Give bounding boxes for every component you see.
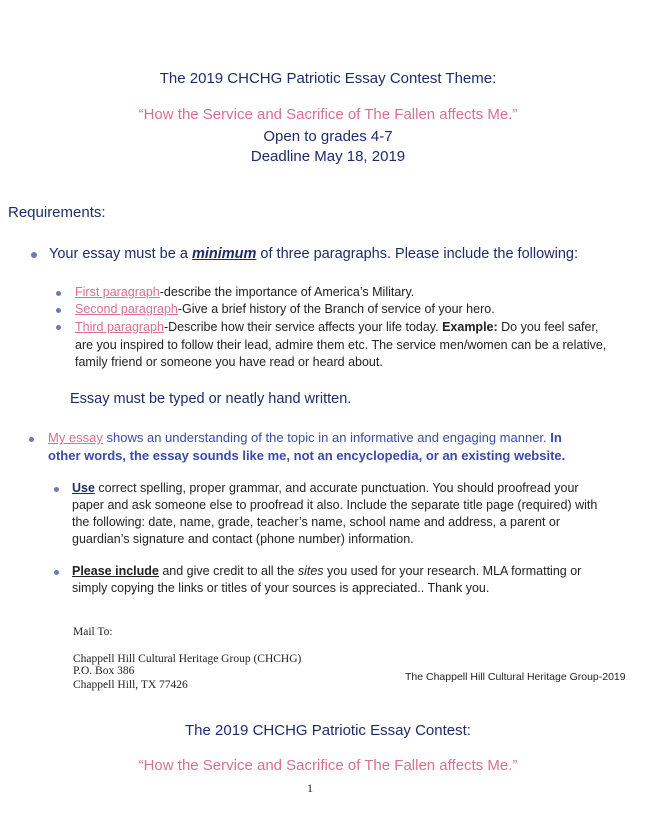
my-essay-line1: My essay shows an understanding of the topic in an informative and engaging manner. In (48, 430, 562, 445)
list-item: Second paragraph-Give a brief history of the Branch of service of your hero. (75, 302, 495, 316)
grades-line: Open to grades 4-7 (263, 128, 393, 145)
requirements-intro: Your essay must be a minimum of three paragraphs. Please include the following: (49, 246, 579, 262)
bullet-icon (54, 570, 59, 575)
theme-quote: “How the Service and Sacrifice of The Fallen affects Me.” (138, 106, 518, 123)
bullet-icon (29, 437, 34, 442)
page-title: The 2019 CHCHG Patriotic Essay Contest Theme: (159, 70, 497, 87)
bullet-icon (54, 487, 59, 492)
list-item: Third paragraph-Describe how their service affects your life today. Example: Do you feel safer, (75, 320, 599, 334)
typed-note: Essay must be typed or neatly hand written. (70, 391, 352, 407)
use-item-line1: Use correct spelling, proper grammar, and accurate punctuation. You should proofread your (72, 481, 579, 495)
list-item-continuation: family friend or someone you have read or heard about. (75, 355, 383, 369)
list-item: First paragraph-describe the importance of America’s Military. (75, 285, 415, 299)
mail-heading: Mail To: (73, 626, 113, 638)
include-item-line1: Please include and give credit to all the sites you used for your research. MLA formatting or (72, 564, 582, 578)
deadline-line: Deadline May 18, 2019 (250, 148, 406, 165)
bullet-icon (56, 308, 61, 313)
use-item-line4: guardian’s signature and contact (phone number) information. (72, 532, 414, 546)
mail-address-line: P.O. Box 386 (73, 665, 135, 677)
minimum-emphasis: minimum (191, 246, 257, 262)
my-essay-line2: other words, the essay sounds like me, not an encyclopedia, or an existing website. (48, 448, 566, 463)
credit-line: The Chappell Hill Cultural Heritage Group-2019 (405, 671, 626, 683)
requirements-heading: Requirements: (8, 204, 106, 221)
use-item-line3: the following: date, name, grade, teacher’s name, school name and address, a parent or (72, 515, 561, 529)
footer-title: The 2019 CHCHG Patriotic Essay Contest: (185, 722, 471, 739)
page-number: 1 (307, 781, 313, 795)
mail-address-line: Chappell Hill Cultural Heritage Group (CHCHG) (73, 653, 302, 665)
list-item-continuation: are you inspired to follow their lead, admire them etc. The service men/women can be a relative, (75, 338, 607, 352)
bullet-icon (56, 291, 61, 296)
mail-address-line: Chappell Hill, TX 77426 (73, 679, 188, 691)
footer-theme: “How the Service and Sacrifice of The Fallen affects Me.” (138, 757, 518, 774)
use-item-line2: paper and ask someone else to proofread it also. Include the separate title page (required) with (72, 498, 598, 512)
bullet-icon (31, 252, 37, 258)
bullet-icon (56, 325, 61, 330)
include-item-line2: simply copying the links or titles of your sources is appreciated.. Thank you. (72, 581, 490, 595)
